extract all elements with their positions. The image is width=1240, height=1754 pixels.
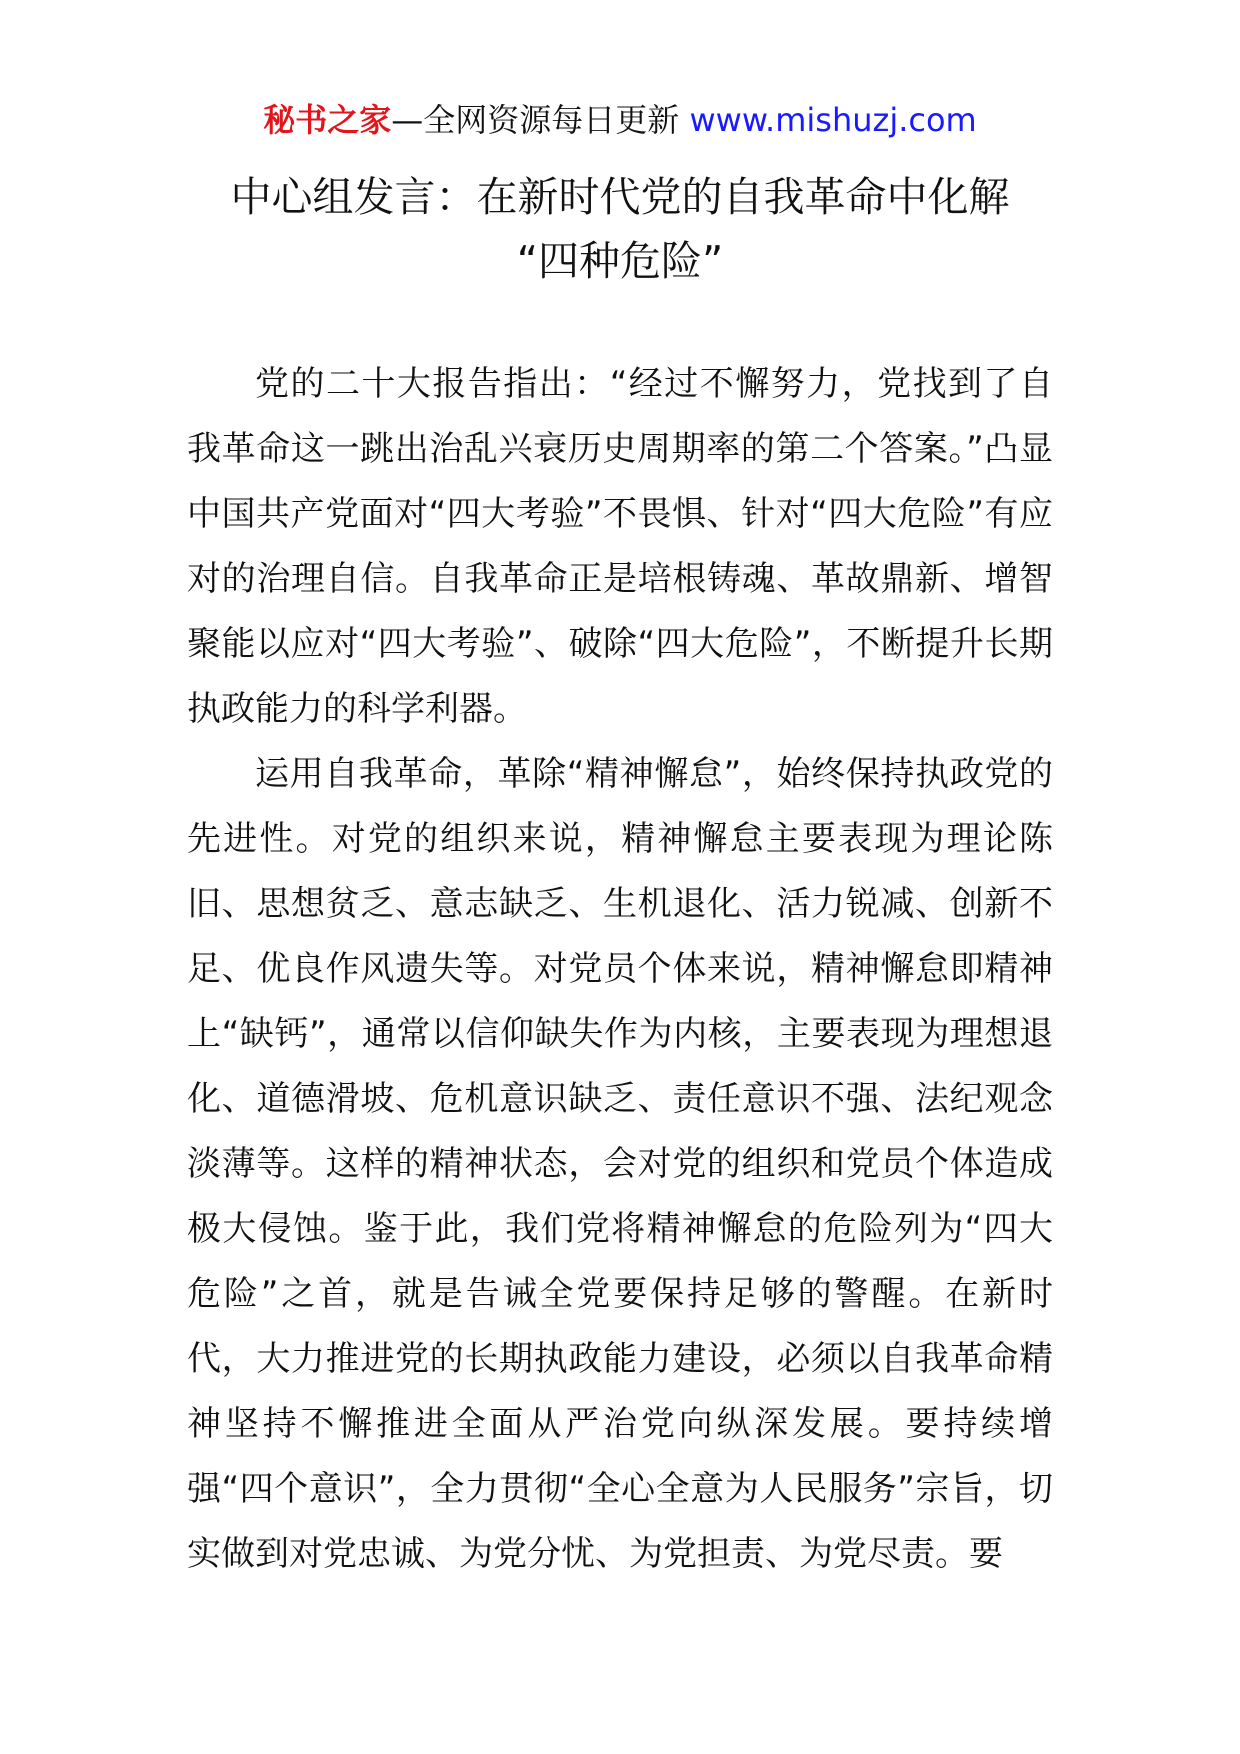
header-slogan: —全网资源每日更新 xyxy=(391,101,690,139)
title-line-2: “四种危险” xyxy=(516,237,724,285)
paragraph-2: 运用自我革命，革除“精神懈怠”，始终保持执政党的先进性。对党的组织来说，精神懈怠主要表现为理论陈旧、思想贫乏、意志缺乏、生机退化、活力锐减、创新不足、优良作风遗失等。对党员个体来说，精神懈怠即精神上“缺钙”，通常以信仰缺失作为内核，主要表现为理想退化、道德滑坡、危机意识缺乏、责任意识不强、法纪观念淡薄等。这样的精神状态，会对党的组织和党员个体造成极大侵蚀。鉴于此，我们党将精神懈怠的危险列为“四大危险”之首，就是告诫全党要保持足够的警醒。在新时代，大力推进党的长期执政能力建设，必须以自我革命精神坚持不懈推进全面从严治党向纵深发展。要持续增强“四个意识”，全力贯彻“全心全意为人民服务”宗旨，切实做到对党忠诚、为党分忧、为党担责、为党尽责。要 xyxy=(187,754,1053,1574)
title-line-1: 中心组发言：在新时代党的自我革命中化解 xyxy=(230,173,1010,221)
document-title xyxy=(0,165,1240,293)
paragraph-1: 党的二十大报告指出：“经过不懈努力，党找到了自我革命这一跳出治乱兴衰历史周期率的第二个答案。”凸显中国共产党面对“四大考验”不畏惧、针对“四大危险”有应对的治理自信。自我革命正是培根铸魂、革故鼎新、增智聚能以应对“四大考验”、破除“四大危险”，不断提升长期执政能力的科学利器。 xyxy=(187,364,1053,729)
brand-name: 秘书之家 xyxy=(263,101,392,139)
site-header xyxy=(0,98,1240,142)
site-url-link[interactable]: www.mishuzj.com xyxy=(689,101,977,139)
document-body xyxy=(187,352,1053,1587)
